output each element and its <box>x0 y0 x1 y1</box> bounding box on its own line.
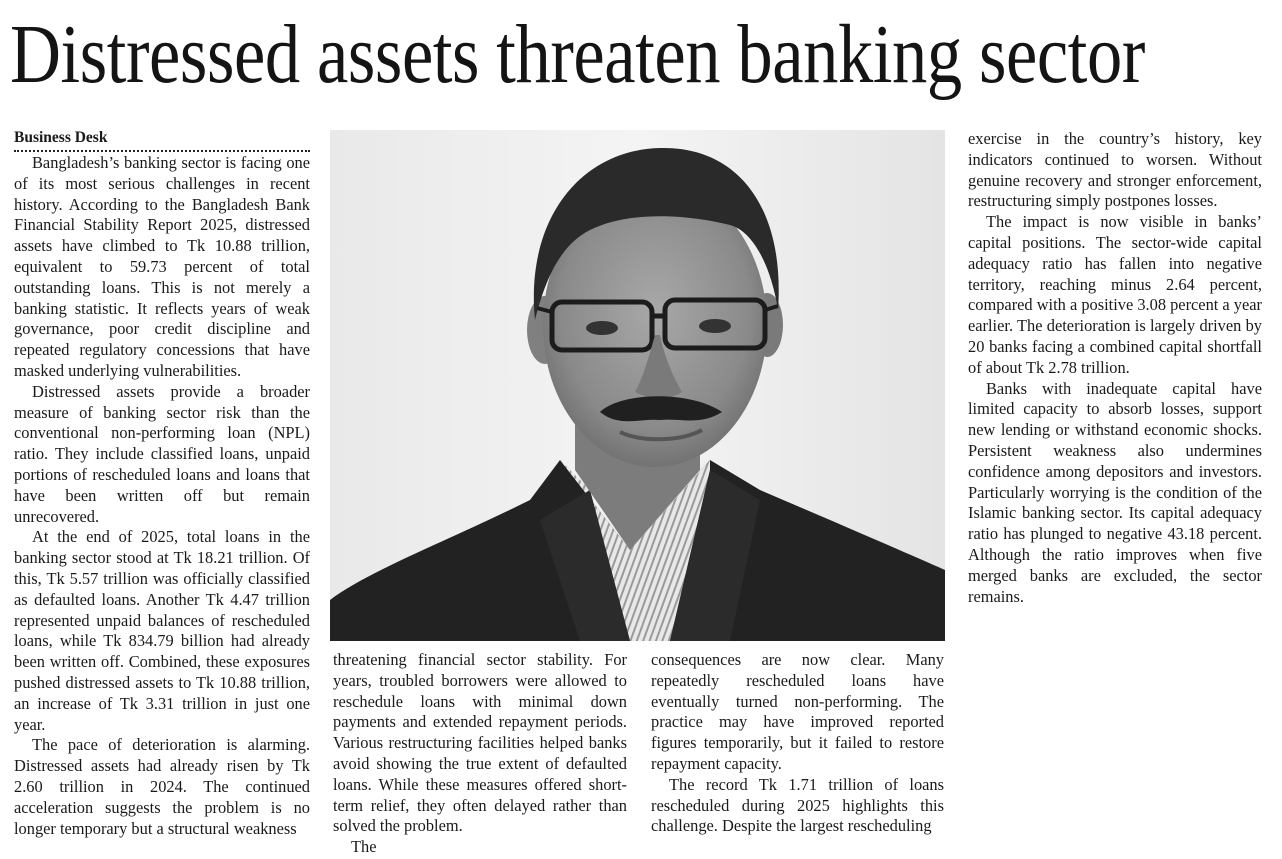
article-paragraph: The <box>351 837 377 857</box>
article-paragraph: At the end of 2025, total loans in the banking sector stood at Tk 18.21 trillion. Of this, Tk 5.57 trillion was officially classified as defaulted loans. Another Tk 4.47 trillion represented unpaid balances of rescheduled loans, while Tk 834.79 billion had already been written off. Combined, these exposures pushed distressed assets to Tk 10.88 trillion, an increase of Tk 3.31 trillion in just one year. <box>14 527 310 734</box>
author-photo <box>330 130 945 641</box>
article-paragraph: The pace of deterioration is alarming. Distressed assets had already risen by Tk 2.60 trillion in 2024. The continued acceleration suggests the problem is no longer temporary but a structural weakness <box>14 735 310 838</box>
byline: Business Desk <box>14 128 310 152</box>
article-paragraph: The impact is now visible in banks’ capital positions. The sector-wide capital adequacy ratio has fallen into negative territory, reaching minus 2.64 percent, compared with a positive 3.08 percent a year earlier. The deterioration is largely driven by 20 banks facing a combined capital shortfall of about Tk 2.78 trillion. <box>968 212 1263 377</box>
article-column-3 <box>651 650 944 837</box>
column-1-text <box>14 153 310 839</box>
article-column-1 <box>14 128 310 839</box>
article-paragraph: The record Tk 1.71 trillion of loans rescheduled during 2025 highlights this challenge. Despite the largest rescheduling <box>651 774 944 836</box>
article-column-2 <box>333 650 627 858</box>
headline: Distressed assets threaten banking sector <box>10 8 1145 101</box>
column-3-text <box>651 650 944 837</box>
article-paragraph: Distressed assets provide a broader measure of banking sector risk than the conventional non-performing loan (NPL) ratio. They include classified loans, unpaid portions of rescheduled loans and loans that have been written off but remain unrecovered. <box>14 381 310 526</box>
article-paragraph: Bangladesh’s banking sector is facing one of its most serious challenges in recent history. According to the Bangladesh Bank Financial Stability Report 2025, distressed assets have climbed to Tk 10.88 trillion, equivalent to 59.73 percent of total outstanding loans. This is not merely a banking statistic. It reflects years of weak governance, poor credit discipline and repeated regulatory concessions that have masked underlying vulnerabilities. <box>14 153 310 380</box>
portrait-illustration <box>330 130 945 641</box>
column-2-text <box>333 650 627 858</box>
article-paragraph: Banks with inadequate capital have limited capacity to absorb losses, support new lending or withstand economic shocks. Persistent weakness also undermines confidence among depositors and investors. Particularly worrying is the condition of the Islamic banking sector. Its capital adequacy ratio has plunged to negative 43.18 percent. Although the ratio improves when five merged banks are excluded, the sector remains. <box>968 378 1262 606</box>
article-paragraph-continued: exercise in the country’s history, key indicators continued to worsen. Without genuine recovery and stronger enforcement, restructuring simply postpones losses. <box>968 129 1262 211</box>
article-paragraph-continued: consequences are now clear. Many repeatedly rescheduled loans have eventually turned non-performing. The practice may have improved reported figures temporarily, but it failed to restore repayment capacity. <box>651 650 944 773</box>
column-4-text <box>968 129 1262 607</box>
article-paragraph-continued: threatening financial sector stability. For years, troubled borrowers were allowed to reschedule loans with minimal down payments and extended repayment periods. Various restructuring facilities helped banks avoid showing the true extent of defaulted loans. While these measures offered short-term relief, they often delayed rather than solved the problem. <box>333 650 627 836</box>
article-column-4 <box>968 129 1262 607</box>
